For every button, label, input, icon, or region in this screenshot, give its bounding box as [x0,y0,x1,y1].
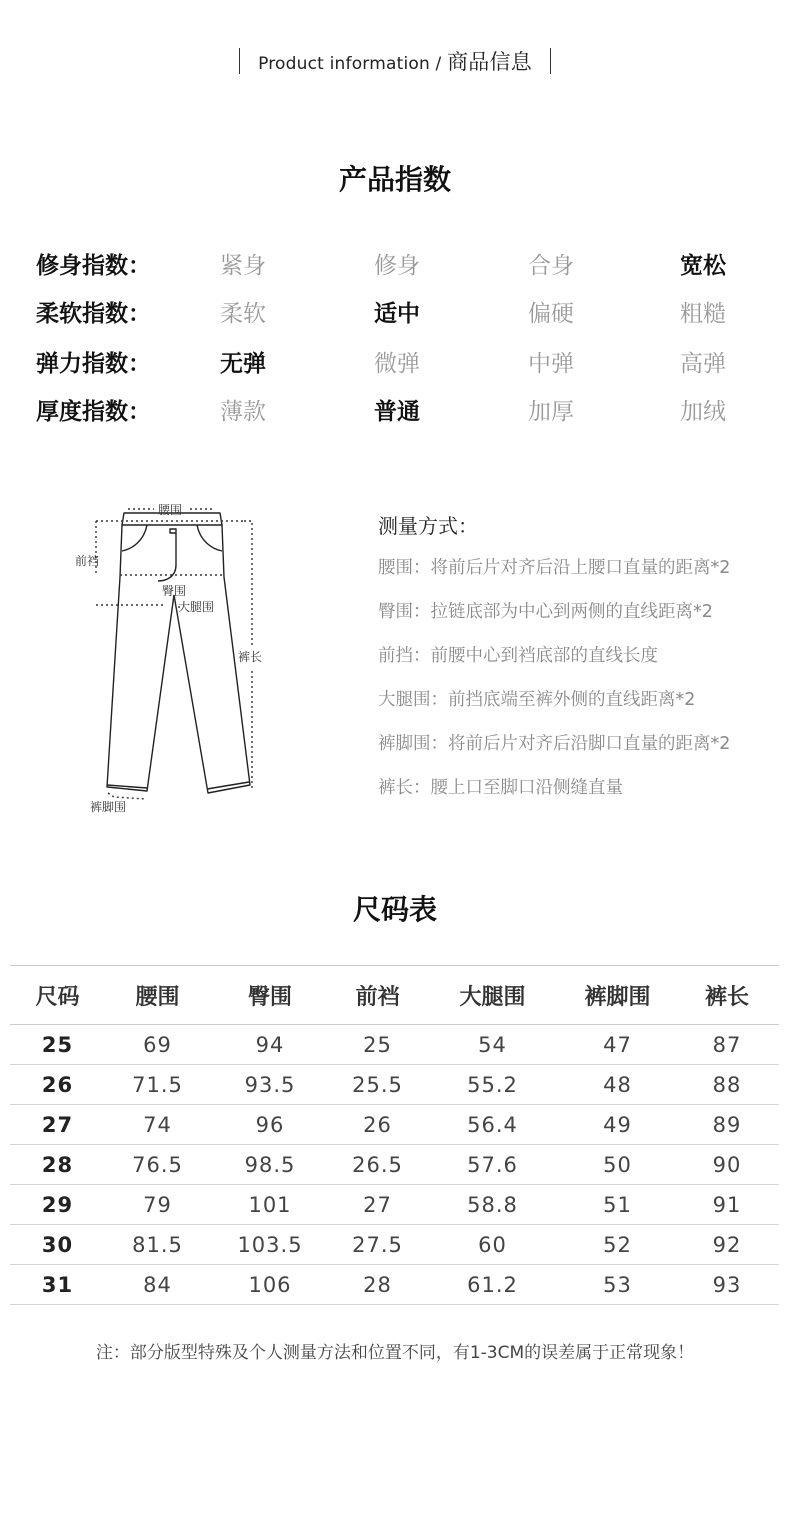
table-cell: 92 [675,1225,779,1265]
table-cell: 26 [330,1105,425,1145]
table-cell: 55.2 [425,1065,560,1105]
table-cell: 27 [10,1105,105,1145]
table-cell: 76.5 [105,1145,210,1185]
index-option: 加厚 [528,399,574,425]
index-label: 厚度指数： [36,399,151,425]
header-cell: 大腿围 [425,966,560,1025]
table-row [10,1025,779,1065]
table-cell: 57.6 [425,1145,560,1185]
header-title [240,46,550,76]
table-cell: 27 [330,1185,425,1225]
table-cell: 28 [10,1145,105,1185]
table-row [10,1225,779,1265]
index-option: 无弹 [220,351,266,377]
index-option: 粗糙 [680,301,726,327]
method-title: 测量方式： [378,514,478,538]
index-option: 修身 [374,253,420,279]
table-cell: 25.5 [330,1065,425,1105]
index-option: 紧身 [220,253,266,279]
table-cell: 48 [560,1065,675,1105]
table-cell: 106 [210,1265,330,1305]
diagram-label-hip: 臀围 [162,584,187,598]
index-row-thickness [36,393,776,433]
table-cell: 56.4 [425,1105,560,1145]
diagram-label-length: 裤长 [238,650,263,664]
table-cell: 47 [560,1025,675,1065]
index-option: 偏硬 [528,301,574,327]
header-cell: 裤脚围 [560,966,675,1025]
header-title-en: Product information / [258,54,442,74]
diagram-label-hem: 裤脚围 [90,800,127,814]
index-option: 薄款 [220,399,266,425]
index-label: 弹力指数： [36,351,151,377]
index-row-elasticity [36,345,776,385]
table-row [10,1185,779,1225]
method-item-hem: 裤脚围：将前后片对齐后沿脚口直量的距离*2 [378,734,731,754]
index-section-title: 产品指数 [338,163,451,196]
table-cell: 31 [10,1265,105,1305]
size-chart-title: 尺码表 [352,893,437,926]
method-item-front-rise: 前挡：前腰中心到裆底部的直线长度 [378,646,658,666]
table-cell: 93 [675,1265,779,1305]
table-cell: 30 [10,1225,105,1265]
table-cell: 28 [330,1265,425,1305]
table-cell: 26.5 [330,1145,425,1185]
index-option: 微弹 [374,351,420,377]
table-cell: 93.5 [210,1065,330,1105]
size-table [10,965,779,1305]
size-table-header [10,966,779,1025]
table-cell: 52 [560,1225,675,1265]
disclaimer-note: 注：部分版型特殊及个人测量方法和位置不同，有1-3CM的误差属于正常现象！ [95,1343,695,1363]
table-cell: 54 [425,1025,560,1065]
table-cell: 51 [560,1185,675,1225]
header-cell: 腰围 [105,966,210,1025]
table-cell: 98.5 [210,1145,330,1185]
table-cell: 91 [675,1185,779,1225]
index-option: 合身 [528,253,574,279]
table-cell: 79 [105,1185,210,1225]
pants-outline-icon [62,495,282,825]
index-option: 宽松 [680,253,726,279]
diagram-label-front-rise: 前裆 [75,554,100,568]
method-item-thigh: 大腿围：前挡底端至裤外侧的直线距离*2 [378,690,696,710]
header-cell: 尺码 [10,966,105,1025]
measurement-method [378,510,778,817]
index-label: 修身指数： [36,253,151,279]
index-row-fit [36,247,776,287]
table-cell: 27.5 [330,1225,425,1265]
table-cell: 81.5 [105,1225,210,1265]
table-row [10,1145,779,1185]
index-option: 加绒 [680,399,726,425]
table-cell: 71.5 [105,1065,210,1105]
table-cell: 60 [425,1225,560,1265]
table-cell: 26 [10,1065,105,1105]
table-cell: 74 [105,1105,210,1145]
table-cell: 53 [560,1265,675,1305]
header-cell: 裤长 [675,966,779,1025]
index-option: 适中 [374,301,420,327]
table-cell: 61.2 [425,1265,560,1305]
table-cell: 49 [560,1105,675,1145]
table-cell: 94 [210,1025,330,1065]
table-cell: 58.8 [425,1185,560,1225]
method-item-hip: 臀围：拉链底部为中心到两侧的直线距离*2 [378,602,713,622]
index-row-softness [36,295,776,335]
table-cell: 88 [675,1065,779,1105]
table-row [10,1105,779,1145]
table-cell: 25 [330,1025,425,1065]
header-cell: 臀围 [210,966,330,1025]
header-cell: 前裆 [330,966,425,1025]
table-cell: 96 [210,1105,330,1145]
table-cell: 50 [560,1145,675,1185]
table-cell: 87 [675,1025,779,1065]
table-cell: 89 [675,1105,779,1145]
header-title-cn: 商品信息 [447,50,532,74]
index-option: 高弹 [680,351,726,377]
table-cell: 90 [675,1145,779,1185]
table-cell: 29 [10,1185,105,1225]
index-option: 柔软 [220,301,266,327]
index-label: 柔软指数： [36,301,151,327]
method-item-length: 裤长：腰上口至脚口沿侧缝直量 [378,778,623,798]
pants-measurement-diagram [62,495,282,825]
product-info-header [0,44,790,78]
diagram-label-waist: 腰围 [158,503,183,517]
index-option: 普通 [374,399,420,425]
diagram-label-thigh: 大腿围 [178,600,215,614]
table-row [10,1065,779,1105]
table-cell: 69 [105,1025,210,1065]
table-cell: 25 [10,1025,105,1065]
table-cell: 103.5 [210,1225,330,1265]
header-divider-right [550,48,551,74]
table-cell: 84 [105,1265,210,1305]
method-item-waist: 腰围：将前后片对齐后沿上腰口直量的距离*2 [378,558,731,578]
table-row [10,1265,779,1305]
table-cell: 101 [210,1185,330,1225]
index-option: 中弹 [528,351,574,377]
